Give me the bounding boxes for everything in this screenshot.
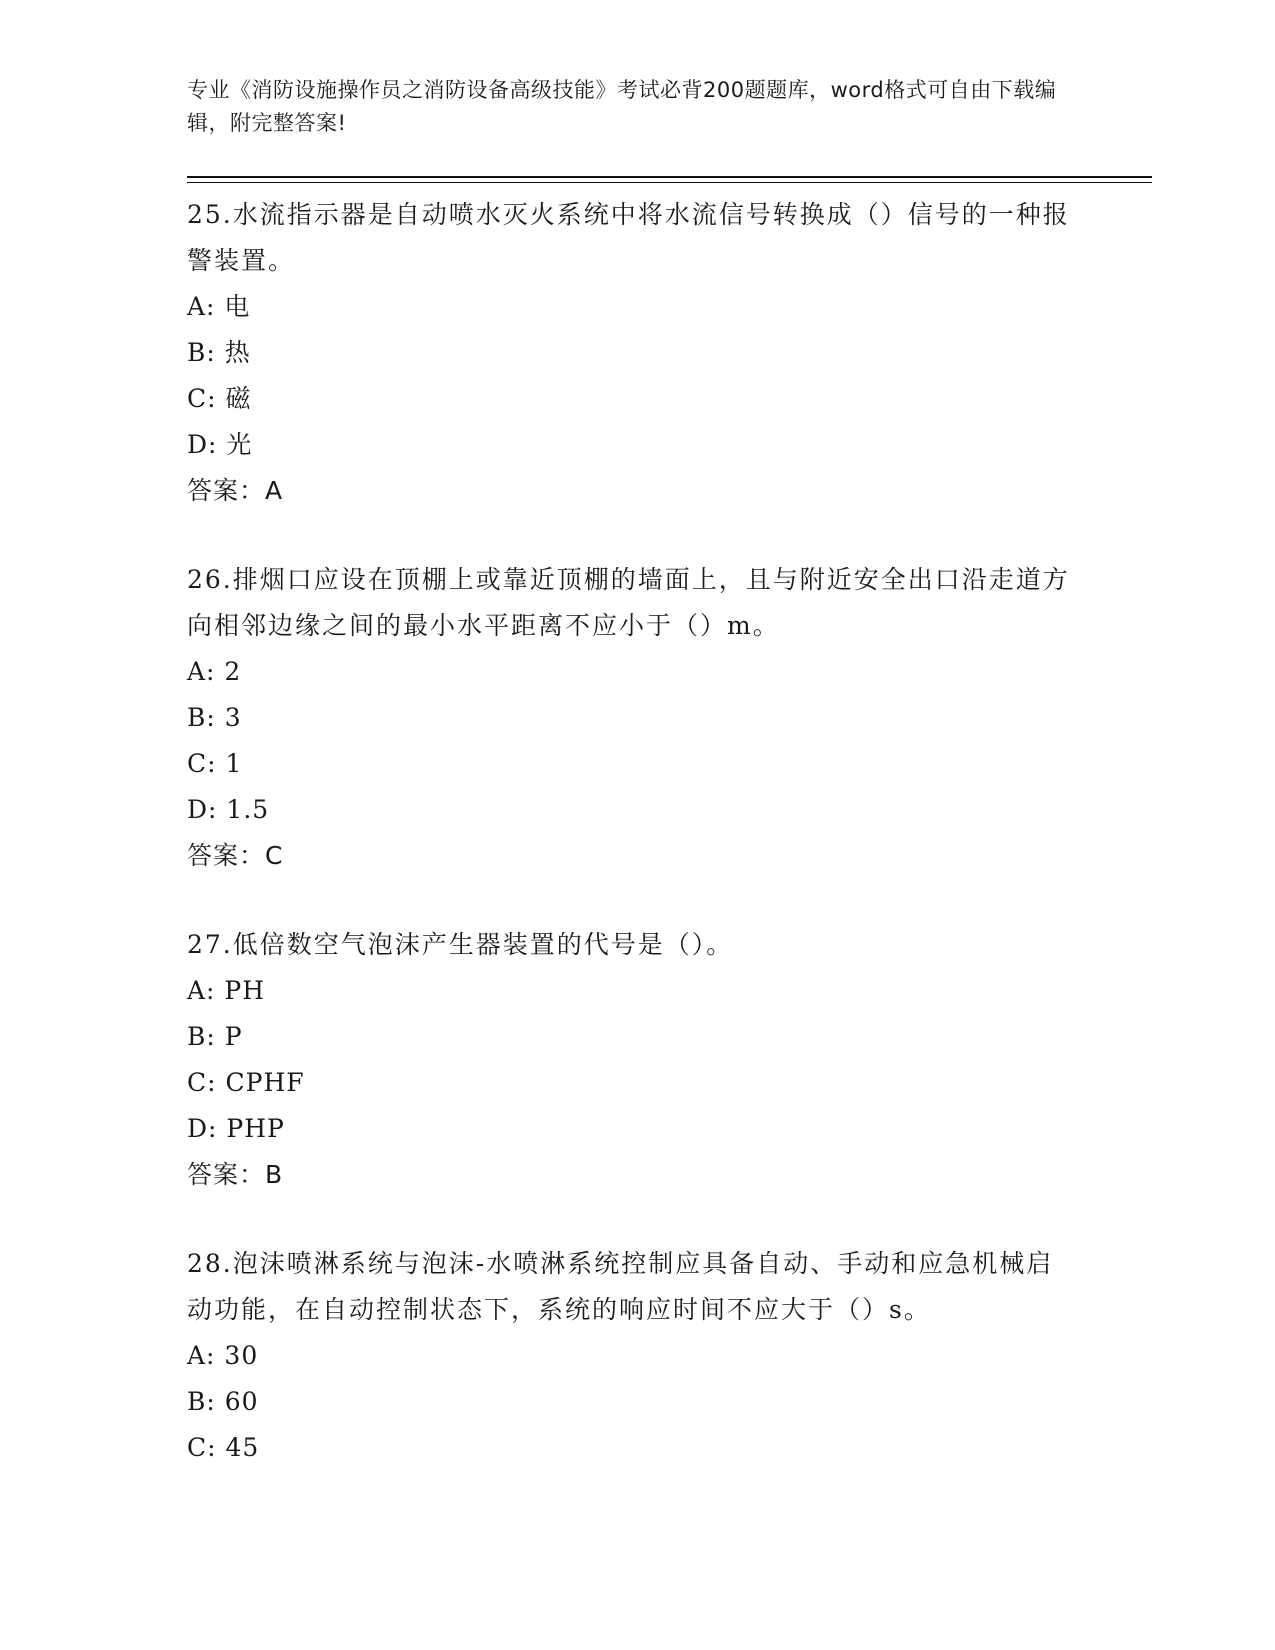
question-list: [187, 192, 1087, 1514]
option-a: A: 2: [187, 657, 242, 686]
option-d: D: 1.5: [187, 795, 270, 824]
option-d: D: 光: [187, 430, 253, 459]
option-c: C: 磁: [187, 384, 252, 413]
option-a: A: PH: [187, 976, 266, 1005]
option-c: C: 1: [187, 749, 243, 778]
header-divider-thick: [187, 176, 1152, 178]
answer-text: 答案：C: [187, 841, 284, 870]
question-stem: 28.泡沫喷淋系统与泡沫-水喷淋系统控制应具备自动、手动和应急机械启动功能，在自动控制状态下，系统的响应时间不应大于（）s。: [187, 1249, 1054, 1324]
option-b: B: 热: [187, 338, 251, 367]
question-27: [187, 922, 1087, 1198]
option-c: C: 45: [187, 1433, 260, 1462]
option-c: C: CPHF: [187, 1068, 305, 1097]
option-b: B: 60: [187, 1387, 259, 1416]
header-divider-thin: [187, 182, 1152, 183]
option-d: D: PHP: [187, 1114, 285, 1143]
question-stem: 26.排烟口应设在顶棚上或靠近顶棚的墙面上，且与附近安全出口沿走道方向相邻边缘之间的最小水平距离不应小于（）m。: [187, 565, 1070, 640]
answer-text: 答案：B: [187, 1160, 284, 1189]
question-25: [187, 192, 1087, 514]
question-stem: 25.水流指示器是自动喷水灭火系统中将水流信号转换成（）信号的一种报警装置。: [187, 200, 1070, 275]
question-28: [187, 1241, 1087, 1471]
option-a: A: 电: [187, 292, 251, 321]
question-stem: 27.低倍数空气泡沫产生器装置的代号是（）。: [187, 930, 734, 959]
option-a: A: 30: [187, 1341, 259, 1370]
option-b: B: P: [187, 1022, 243, 1051]
document-header: 专业《消防设施操作员之消防设备高级技能》考试必背200题题库，word格式可自由下载编辑，附完整答案!: [187, 78, 1057, 135]
option-b: B: 3: [187, 703, 242, 732]
answer-text: 答案：A: [187, 476, 284, 505]
question-26: [187, 557, 1087, 879]
